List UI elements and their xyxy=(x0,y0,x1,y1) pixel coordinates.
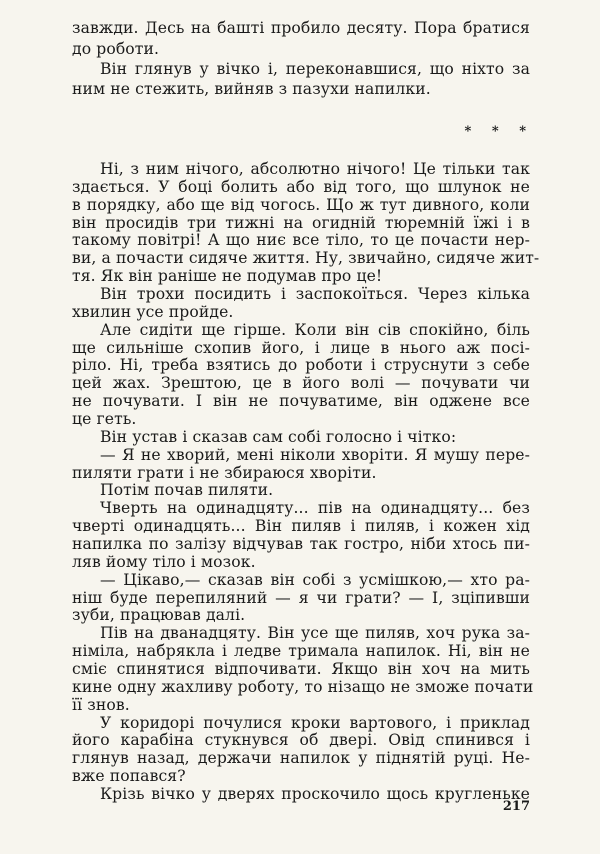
text-line: цей жах. Зрештою, це в його волі — почувати чи xyxy=(72,374,530,392)
text-line: чверті одинадцять... Він пиляв і пиляв, і кожен хід xyxy=(72,517,530,535)
text-line: Ні, з ним нічого, абсолютно нічого! Це тільки так xyxy=(100,160,530,178)
text-line: він просидів три тижні на огидній тюремній їжі і в xyxy=(72,214,530,232)
text-line: ви, а почасти сидяче життя. Ну, звичайно, сидяче жит- xyxy=(72,249,540,267)
text-line: — Цікаво,— сказав він собі з усмішкою,— хто ра- xyxy=(100,571,530,589)
text-line: ляв йому тіло і мозок. xyxy=(72,553,256,571)
text-line: Крізь вічко у дверях проскочило щось кругленьке xyxy=(100,785,530,803)
text-line: У коридорі почулися кроки вартового, і приклад xyxy=(100,714,530,732)
text-line: Він устав і сказав сам собі голосно і чітко: xyxy=(100,428,457,446)
text-line: це геть. xyxy=(72,410,137,428)
text-line: хвилин усе пройде. xyxy=(72,303,234,321)
text-line: Він глянув у вічко і, переконавшися, що ніхто за xyxy=(100,60,530,78)
text-line: в порядку, або ще від чогось. Що ж тут дивного, коли xyxy=(72,196,530,214)
text-line: напилка по залізу відчував так гостро, ніби хтось пи- xyxy=(72,535,530,553)
text-line: ним не стежить, вийняв з пазухи напилки. xyxy=(72,80,431,98)
text-line: глянув назад, держачи напилок у піднятій руці. Не- xyxy=(72,749,530,767)
text-line: ніш буде перепиляний — я чи грати? — І, зціпивши xyxy=(72,589,530,607)
text-line: до роботи. xyxy=(72,40,160,58)
text-line: його карабіна стукнувся об двері. Овід спинився і xyxy=(72,731,530,749)
section-separator: * * * xyxy=(464,124,534,139)
text-line: — Я не хворий, мені ніколи хворіти. Я мушу пере- xyxy=(100,446,530,464)
text-line: сміє спинятися відпочивати. Якщо він хоч на мить xyxy=(72,660,530,678)
text-line: завжди. Десь на башті пробило десяту. Пора братися xyxy=(72,19,530,37)
text-line: Але сидіти ще гірше. Коли він сів спокійно, біль xyxy=(100,321,530,339)
text-line: пиляти грати і не збираюся хворіти. xyxy=(72,464,377,482)
text-line: ще сильніше схопив його, і лице в нього аж посі- xyxy=(72,339,530,357)
text-line: не почувати. І він не почуватиме, він оджене все xyxy=(72,392,530,410)
text-line: німіла, набрякла і ледве тримала напилок. Ні, він не xyxy=(72,642,530,660)
text-line: зуби, працював далі. xyxy=(72,606,246,624)
text-line: Чверть на одинадцяту... пів на одинадцяту... без xyxy=(100,499,530,517)
text-line: Потім почав пиляти. xyxy=(100,481,274,499)
text-line: Пів на дванадцяту. Він усе ще пиляв, хоч рука за- xyxy=(100,624,530,642)
text-line: ріло. Ні, треба взятись до роботи і струснути з себе xyxy=(72,356,530,374)
text-line: вже попався? xyxy=(72,767,186,785)
page-number: 217 xyxy=(502,799,530,814)
text-line: такому повітрі! А що ниє все тіло, то це почасти нер- xyxy=(72,231,530,249)
text-line: кине одну жахливу роботу, то нізащо не зможе почати xyxy=(72,678,534,696)
text-line: її знов. xyxy=(72,696,130,714)
text-line: тя. Як він раніше не подумав про це! xyxy=(72,267,383,285)
text-line: Він трохи посидить і заспокоїться. Через кілька xyxy=(100,285,530,303)
text-line: здається. У боці болить або від того, що шлунок не xyxy=(72,178,530,196)
